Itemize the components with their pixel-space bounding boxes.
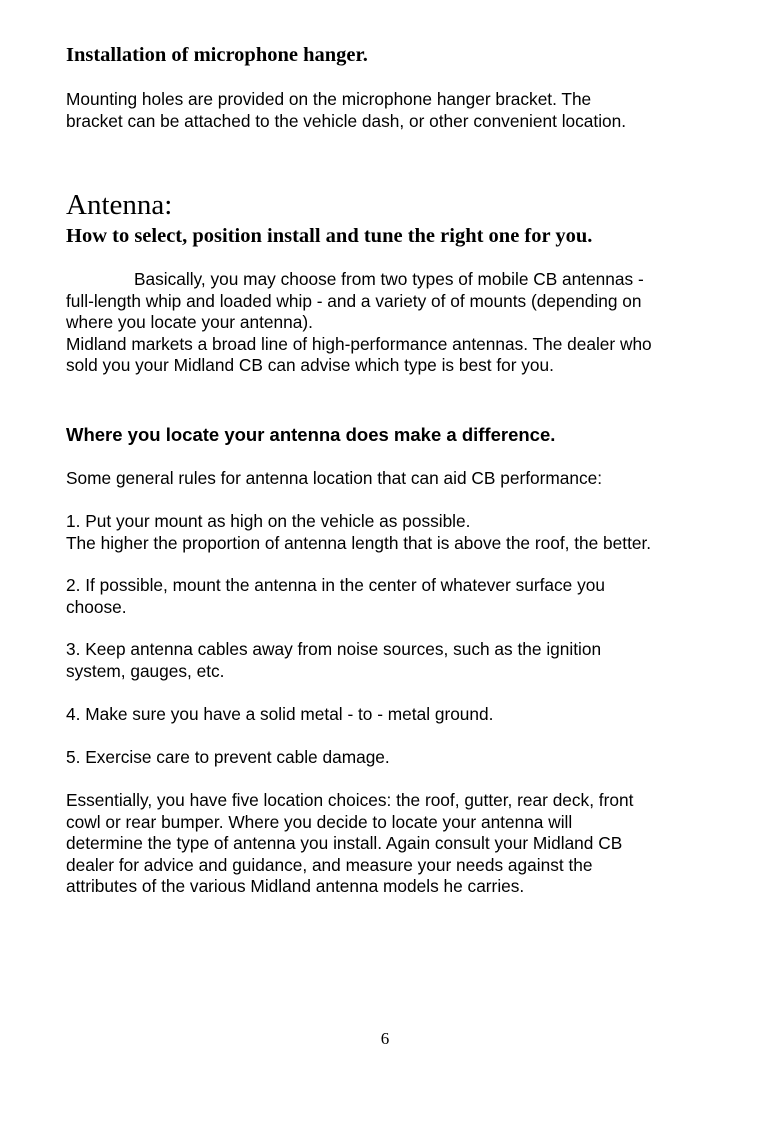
- rule-item-1: [66, 511, 716, 554]
- rule-line: system, gauges, etc.: [66, 660, 225, 681]
- paragraph-line: cowl or rear bumper. Where you decide to locate your antenna will: [66, 811, 573, 832]
- microphone-section-heading: Installation of microphone hanger.: [66, 44, 368, 66]
- paragraph-line: Basically, you may choose from two types of mobile CB antennas -: [134, 269, 644, 289]
- antenna-section-subtitle: How to select, position install and tune the right one for you.: [66, 225, 593, 247]
- paragraph-line: determine the type of antenna you install. Again consult your Midland CB: [66, 833, 623, 854]
- paragraph-line: Mounting holes are provided on the microphone hanger bracket. The: [66, 89, 592, 109]
- paragraph-line: Midland markets a broad line of high-performance antennas. The dealer who: [66, 333, 652, 354]
- rule-line: The higher the proportion of antenna length that is above the roof, the better.: [66, 532, 652, 553]
- location-section-heading: Where you locate your antenna does make a difference.: [66, 424, 556, 445]
- microphone-paragraph: [66, 89, 716, 132]
- paragraph-line: sold you your Midland CB can advise which type is best for you.: [66, 355, 554, 376]
- rule-item-3: [66, 639, 716, 682]
- paragraph-line: dealer for advice and guidance, and measure your needs against the: [66, 854, 593, 875]
- paragraph-line: where you locate your antenna).: [66, 312, 313, 333]
- rule-item-5: [66, 747, 716, 769]
- rule-line: 3. Keep antenna cables away from noise sources, such as the ignition: [66, 639, 602, 659]
- rule-line: 5. Exercise care to prevent cable damage.: [66, 747, 390, 767]
- rule-line: choose.: [66, 596, 127, 617]
- rule-item-2: [66, 575, 716, 618]
- paragraph-line: Essentially, you have five location choices: the roof, gutter, rear deck, front: [66, 790, 634, 810]
- paragraph-line: attributes of the various Midland antenna models he carries.: [66, 876, 525, 897]
- rule-item-4: [66, 704, 716, 726]
- paragraph-line: full-length whip and loaded whip - and a variety of of mounts (depending on: [66, 290, 642, 311]
- antenna-intro-paragraph: [66, 269, 716, 377]
- paragraph-line: bracket can be attached to the vehicle dash, or other convenient location.: [66, 110, 627, 131]
- location-intro: Some general rules for antenna location that can aid CB performance:: [66, 468, 603, 488]
- page-number: 6: [380, 1029, 390, 1048]
- rule-line: 1. Put your mount as high on the vehicle as possible.: [66, 511, 471, 531]
- rule-line: 2. If possible, mount the antenna in the center of whatever surface you: [66, 575, 605, 595]
- location-closing-paragraph: [66, 790, 716, 898]
- antenna-section-title: Antenna:: [66, 189, 173, 221]
- rule-line: 4. Make sure you have a solid metal - to - metal ground.: [66, 704, 494, 724]
